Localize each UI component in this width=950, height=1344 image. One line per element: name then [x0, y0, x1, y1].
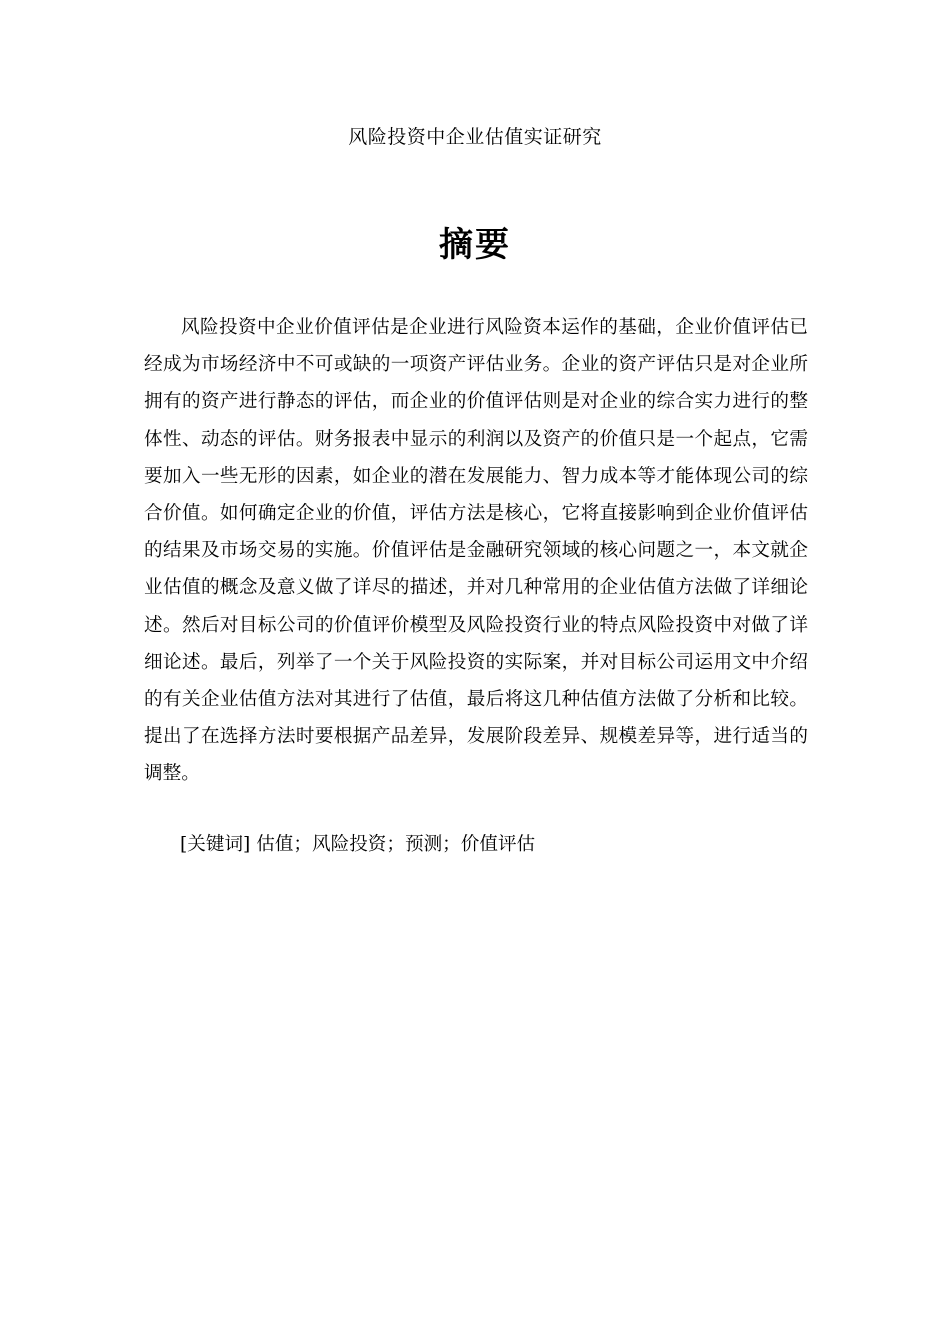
keywords-label: [关键词] — [180, 834, 251, 855]
paper-title: 风险投资中企业估值实证研究 — [348, 126, 602, 148]
abstract-paragraph: 风险投资中企业价值评估是企业进行风险资本运作的基础，企业价值评估已经成为市场经济中不可或缺的一项资产评估业务。企业的资产评估只是对企业所拥有的资产进行静态的评估，而企业的价值评估则是对企业的综合实力进行的整体性、动态的评估。财务报表中显示的利润以及资产的价值只是一个起点，它需要加入一些无形的因素，如企业的潜在发展能力、智力成本等才能体现公司的综合价值。如何确定企业的价值，评估方法是核心，它将直接影响到企业价值评估的结果及市场交易的实施。价值评估是金融研究领域的核心问题之一，本文就企业估值的概念及意义做了详尽的描述，并对几种常用的企业估值方法做了详细论述。然后对目标公司的价值评价模型及风险投资行业的特点风险投资中对做了详细论述。最后，列举了一个关于风险投资的实际案，并对目标公司运用文中介绍的有关企业估值方法对其进行了估值，最后将这几种估值方法做了分析和比较。提出了在选择方法时要根据产品差异，发展阶段差异、规模差异等，进行适当的调整。 — [144, 317, 808, 785]
keywords-line — [180, 826, 808, 863]
abstract-heading: 摘要 — [439, 225, 511, 265]
keywords-list: 估值；风险投资；预测；价值评估 — [256, 834, 536, 855]
